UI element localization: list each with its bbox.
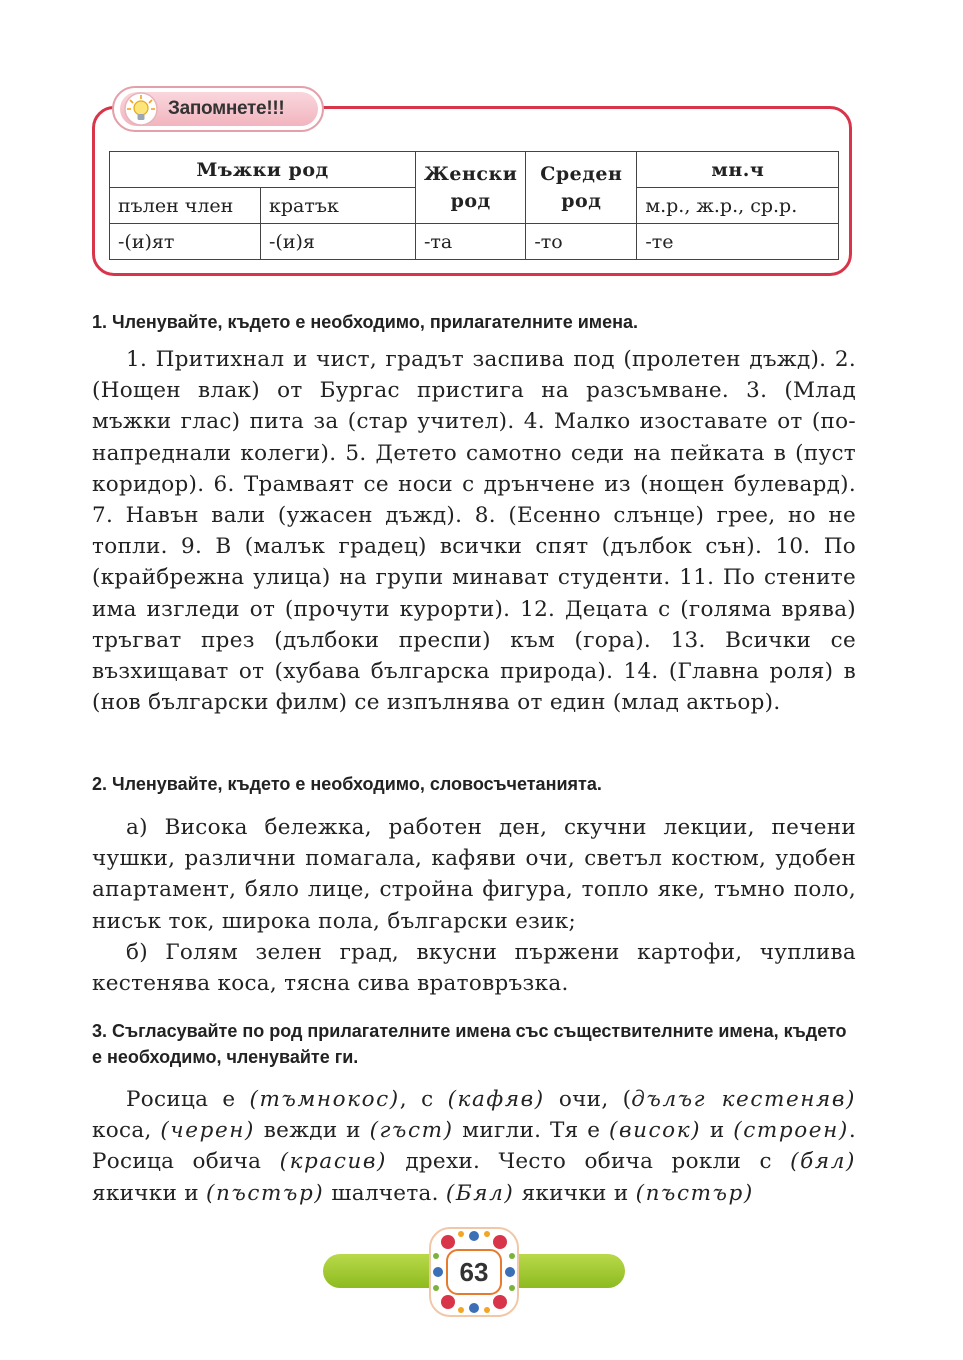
task-1-paragraph: 1. Притихнал и чист, градът заспива под (пролетен дъжд). 2. (Нощен влак) от Бургас пристига на разсъмване. 3. (Млад мъжки глас) пита за (стар учител). 4. Малко изоставате от (по-напреднали колеги). 5. Детето самотно седи на пейката в (пуст коридор). 6. Трамваят се носи с дрънчене из (нощен булевард). 7. Навън вали (ужасен дъжд). 8. (Есенно слънце) грее, но не топли. 9. В (малък градец) всички спят (дълбок сън). 10. По (крайбрежна улица) на групи минават студенти. 11. По стените има изгледи от (прочути курорти). 12. Децата с (голяма врява) тръгват през (дълбоки преспи) към (гора). 13. Всички се възхищават от (хубава българска природа). 14. (Главна роля) в (нов български филм) се изпълнява от един (млад актьор). [92, 347, 856, 716]
header-masculine: Мъжки род [110, 152, 416, 188]
text-segment: . Росица обича [92, 1118, 856, 1175]
article-table [109, 151, 839, 260]
italic-adjective: (бял) [790, 1149, 856, 1175]
text-segment: дрехи. Често обича рокли с [387, 1149, 791, 1175]
ending-cell: -(и)ят [110, 224, 261, 260]
lightbulb-icon [124, 92, 158, 126]
header-feminine: Женски род [416, 152, 526, 224]
task-1-title: 1. Членувайте, където е необходимо, прилагателните имена. [92, 312, 639, 332]
text-segment: Росица е [126, 1087, 250, 1112]
task-2-title: 2. Членувайте, където е необходимо, словосъчетанията. [92, 774, 602, 794]
ending-cell: -то [526, 224, 637, 260]
italic-adjective: (пъстър) [635, 1180, 754, 1206]
italic-adjective: (черен) [160, 1118, 256, 1144]
ending-cell: -те [637, 224, 839, 260]
task-3-text [92, 1084, 856, 1209]
remember-badge [112, 86, 324, 132]
italic-adjective: (пъстър) [206, 1180, 325, 1206]
text-segment: якички и [514, 1180, 636, 1206]
page-number: 63 [446, 1249, 502, 1295]
task-3-paragraph [92, 1084, 856, 1209]
text-segment: якички и [92, 1180, 207, 1206]
italic-adjective: (висок) [608, 1118, 702, 1144]
text-segment: вежди и [255, 1118, 370, 1144]
italic-adjective: (кафяв) [447, 1087, 545, 1112]
header-plural: мн.ч [637, 152, 839, 188]
italic-adjective: (строен) [733, 1118, 849, 1144]
italic-adjective: (красив) [279, 1149, 388, 1175]
ending-cell: -та [416, 224, 526, 260]
task-3-title: 3. Съгласувайте по род прилагателните имена със съществителните имена, където е необходимо, членувайте ги. [92, 1021, 847, 1067]
ending-cell: -(и)я [261, 224, 416, 260]
header-neuter: Среден род [526, 152, 637, 224]
text-segment: и [701, 1118, 734, 1144]
text-segment: , с [399, 1087, 448, 1112]
cell-plural-genders: м.р., ж.р., ср.р. [637, 188, 839, 224]
cell-full-article: пълен член [110, 188, 261, 224]
text-segment: коса, [92, 1118, 161, 1144]
remember-title: Запомнете!!! [168, 98, 285, 119]
italic-adjective: (Бял) [445, 1180, 515, 1206]
text-segment: очи, ( [544, 1087, 632, 1112]
cell-short-article: кратък [261, 188, 416, 224]
task-2-part-b: б) Голям зелен град, вкусни пържени картофи, чуплива кестенява коса, тясна сива вратовръзка. [92, 939, 856, 997]
task-2-part-a: а) Висока бележка, работен ден, скучни лекции, печени чушки, различни помагала, кафяви очи, светъл костюм, удобен апартамент, бяло лице, стройна фигура, топло яке, тъмно поло, нисък ток, широка пола, български език; [92, 815, 856, 934]
italic-adjective: (тъмнокос) [249, 1087, 400, 1112]
text-segment: шалчета. [324, 1180, 446, 1206]
italic-adjective: дълъг кестеняв) [631, 1087, 856, 1112]
task-1-text [92, 344, 856, 718]
text-segment: мигли. Тя е [453, 1118, 609, 1144]
italic-adjective: (гъст) [369, 1118, 454, 1144]
task-2-text [92, 812, 856, 999]
